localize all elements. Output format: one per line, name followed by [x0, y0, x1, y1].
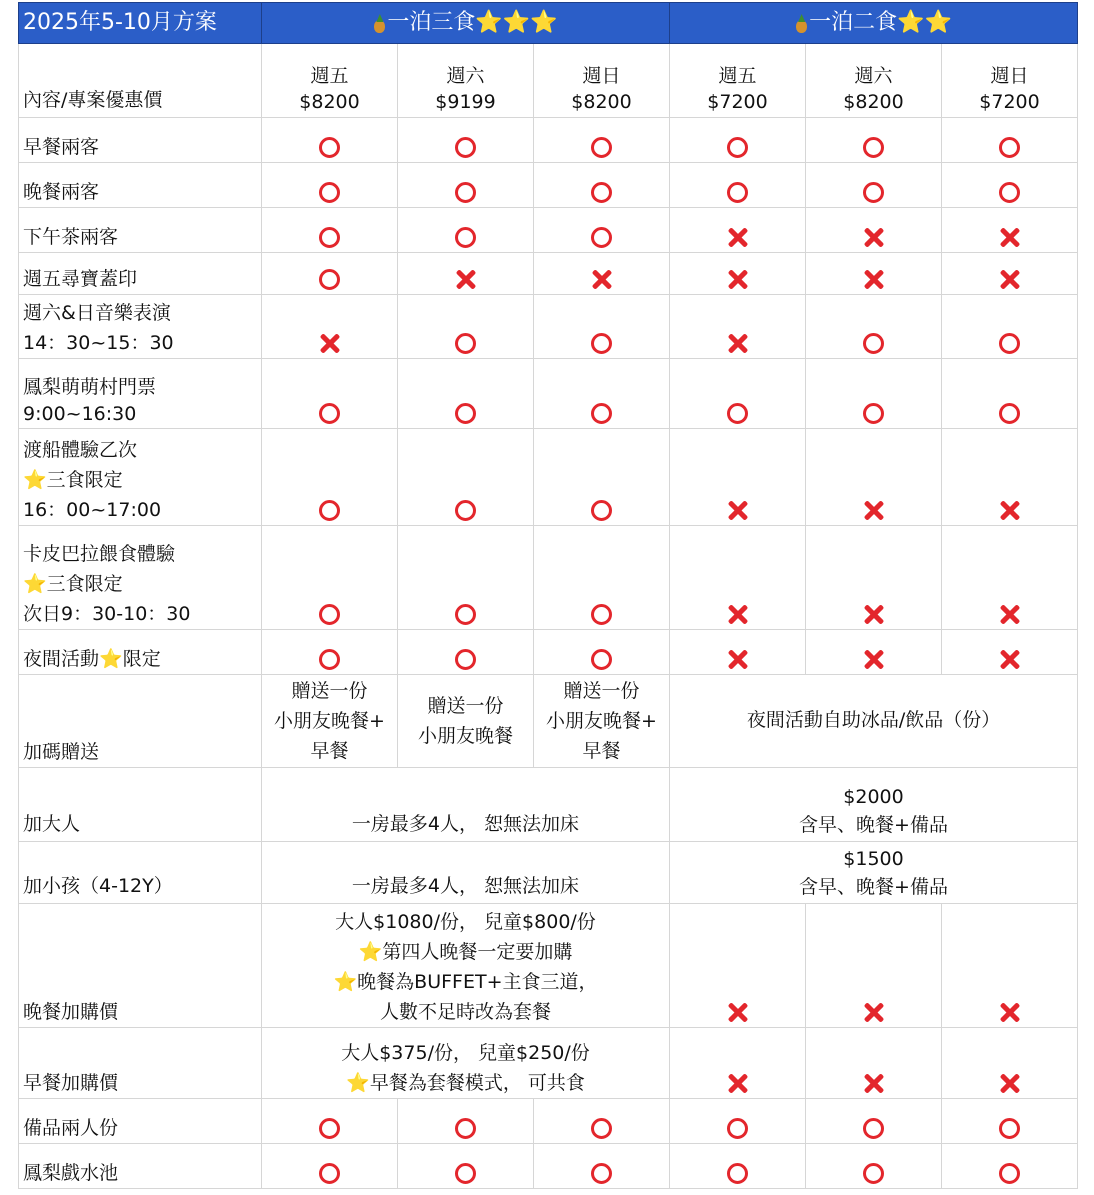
mark-cell: [534, 295, 670, 359]
row-label: 晚餐兩客: [19, 163, 262, 208]
plan-table: [18, 2, 1078, 1189]
mark-cell: [670, 359, 806, 429]
mark-cell: [534, 253, 670, 295]
star-icon: ⭐: [23, 573, 47, 595]
mark-cell: [262, 253, 398, 295]
add-child-desc: 含早、晚餐+備品: [799, 876, 948, 898]
row-label: [19, 295, 262, 359]
feature-row-breakfast: [19, 118, 1078, 163]
plan-two-meals-title: 一泊二食: [809, 10, 898, 35]
feature-row-music: [19, 295, 1078, 359]
row-label: 晚餐加購價: [19, 904, 262, 1028]
breakfast-addon-line: 大人$375/份， 兒童$250/份: [341, 1042, 590, 1064]
price-cell: [806, 44, 942, 118]
star-icon: ⭐: [358, 941, 383, 963]
mark-cell: [398, 359, 534, 429]
sheet-title: 2025年5-10月方案: [19, 3, 262, 44]
bonus-line: 早餐: [582, 740, 621, 762]
mark-cell: [806, 163, 942, 208]
price-cell: [942, 44, 1078, 118]
circle-yes-icon: [999, 137, 1020, 158]
circle-yes-icon: [591, 227, 612, 248]
circle-yes-icon: [999, 333, 1020, 354]
bonus-line: 小朋友晚餐: [417, 725, 513, 747]
mark-cell: [806, 208, 942, 253]
cross-no-icon: [999, 604, 1021, 626]
mark-cell: [262, 1144, 398, 1189]
circle-yes-icon: [319, 1118, 340, 1139]
mark-cell: [670, 253, 806, 295]
price-label: $9199: [435, 91, 496, 113]
circle-yes-icon: [863, 333, 884, 354]
circle-yes-icon: [319, 403, 340, 424]
two-stars: ⭐⭐: [897, 10, 952, 35]
price-cell: [670, 44, 806, 118]
dinner-addon-detail: [262, 904, 670, 1028]
cross-no-icon: [999, 227, 1021, 249]
mark-cell: [670, 118, 806, 163]
cross-no-icon: [863, 604, 885, 626]
mark-cell: [262, 429, 398, 526]
circle-yes-icon: [591, 137, 612, 158]
breakfast-addon-text: 早餐為套餐模式， 可共食: [369, 1072, 585, 1094]
circle-yes-icon: [591, 500, 612, 521]
row-label: [19, 429, 262, 526]
mark-cell: [534, 526, 670, 630]
mark-cell: [942, 1028, 1078, 1099]
mark-cell: [942, 295, 1078, 359]
cross-no-icon: [863, 1002, 885, 1024]
cross-no-icon: [999, 269, 1021, 291]
cross-no-icon: [727, 604, 749, 626]
mark-cell: [942, 118, 1078, 163]
mark-cell: [942, 359, 1078, 429]
bonus-friday: [262, 675, 398, 768]
circle-yes-icon: [999, 1163, 1020, 1184]
row-label: 加碼贈送: [19, 675, 262, 768]
mark-cell: [398, 1144, 534, 1189]
circle-yes-icon: [319, 649, 340, 670]
row-label: [19, 526, 262, 630]
row-label-line: 9:00~16:30: [23, 403, 137, 425]
day-label: 週日: [582, 65, 621, 87]
row-label: 下午茶兩客: [19, 208, 262, 253]
circle-yes-icon: [727, 403, 748, 424]
cross-no-icon: [727, 649, 749, 671]
row-label: 週五尋寶蓋印: [19, 253, 262, 295]
mark-cell: [262, 295, 398, 359]
dinner-addon-line: 大人$1080/份， 兒童$800/份: [335, 911, 596, 933]
circle-yes-icon: [319, 500, 340, 521]
cross-no-icon: [863, 649, 885, 671]
plan-three-meals-title: 一泊三食: [387, 10, 476, 35]
row-label-line: 鳳梨萌萌村門票: [23, 376, 157, 398]
feature-row-amenities: [19, 1099, 1078, 1144]
circle-yes-icon: [591, 182, 612, 203]
circle-yes-icon: [319, 137, 340, 158]
circle-yes-icon: [455, 649, 476, 670]
price-label: $7200: [707, 91, 768, 113]
circle-yes-icon: [455, 500, 476, 521]
row-label: 鳳梨戲水池: [19, 1144, 262, 1189]
feature-row-capybara: [19, 526, 1078, 630]
bonus-line: 早餐: [310, 740, 349, 762]
row-label-line: 卡皮巴拉餵食體驗: [23, 543, 176, 565]
mark-cell: [398, 163, 534, 208]
star-icon: ⭐: [23, 469, 47, 491]
row-label-text: 三食限定: [46, 469, 123, 491]
row-label-line: 16：00~17:00: [23, 499, 162, 521]
mark-cell: [670, 208, 806, 253]
row-label-text: 三食限定: [46, 573, 123, 595]
row-label-line: 渡船體驗乙次: [23, 439, 138, 461]
mark-cell: [670, 429, 806, 526]
row-label: 加小孩（4-12Y）: [19, 842, 262, 904]
plan-two-meals-header: [670, 3, 1078, 44]
circle-yes-icon: [455, 137, 476, 158]
mark-cell: [670, 1144, 806, 1189]
mark-cell: [806, 1144, 942, 1189]
cross-no-icon: [319, 333, 341, 355]
plan-three-meals-header: [262, 3, 670, 44]
mark-cell: [534, 429, 670, 526]
star-icon: ⭐: [333, 971, 358, 993]
row-label: 早餐兩客: [19, 118, 262, 163]
day-label: 週五: [310, 65, 349, 87]
feature-row-village: [19, 359, 1078, 429]
circle-yes-icon: [455, 1118, 476, 1139]
bonus-line: 贈送一份: [427, 695, 504, 717]
mark-cell: [806, 904, 942, 1028]
circle-yes-icon: [319, 227, 340, 248]
cross-no-icon: [999, 1073, 1021, 1095]
three-stars: ⭐⭐⭐: [475, 10, 558, 35]
mark-cell: [262, 118, 398, 163]
feature-row-stamp: [19, 253, 1078, 295]
feature-row-night: [19, 630, 1078, 675]
add-adult-row: [19, 768, 1078, 842]
mark-cell: [942, 429, 1078, 526]
bonus-plan-two: 夜間活動自助冰品/飲品（份）: [670, 675, 1078, 768]
breakfast-addon-row: [19, 1028, 1078, 1099]
circle-yes-icon: [455, 333, 476, 354]
mark-cell: [398, 1099, 534, 1144]
mark-cell: [942, 526, 1078, 630]
cross-no-icon: [455, 269, 477, 291]
circle-yes-icon: [591, 333, 612, 354]
circle-yes-icon: [455, 227, 476, 248]
mark-cell: [398, 429, 534, 526]
star-icon: ⭐: [346, 1072, 370, 1094]
mark-cell: [942, 904, 1078, 1028]
row-label-text: 限定: [122, 648, 161, 670]
mark-cell: [534, 163, 670, 208]
add-child-price: $1500: [843, 848, 904, 870]
add-child-plan-three: 一房最多4人， 恕無法加床: [262, 842, 670, 904]
price-cell: [398, 44, 534, 118]
mark-cell: [670, 1028, 806, 1099]
mark-cell: [534, 359, 670, 429]
circle-yes-icon: [863, 182, 884, 203]
mark-cell: [942, 253, 1078, 295]
price-cell: [534, 44, 670, 118]
circle-yes-icon: [863, 403, 884, 424]
price-label: $7200: [979, 91, 1040, 113]
dinner-addon-row: [19, 904, 1078, 1028]
mark-cell: [670, 526, 806, 630]
add-child-plan-two: [670, 842, 1078, 904]
mark-cell: [942, 1144, 1078, 1189]
mark-cell: [262, 163, 398, 208]
price-cell: [262, 44, 398, 118]
bonus-line: 小朋友晚餐+: [546, 710, 657, 732]
feature-row-dinner: [19, 163, 1078, 208]
mark-cell: [942, 1099, 1078, 1144]
cross-no-icon: [727, 1073, 749, 1095]
add-child-row: [19, 842, 1078, 904]
mark-cell: [806, 1099, 942, 1144]
circle-yes-icon: [319, 269, 340, 290]
price-label: $8200: [299, 91, 360, 113]
mark-cell: [670, 904, 806, 1028]
row-label: [19, 630, 262, 675]
cross-no-icon: [863, 227, 885, 249]
mark-cell: [262, 208, 398, 253]
mark-cell: [398, 295, 534, 359]
feature-row-boat: [19, 429, 1078, 526]
mark-cell: [534, 118, 670, 163]
mark-cell: [534, 1099, 670, 1144]
mark-cell: [670, 1099, 806, 1144]
circle-yes-icon: [727, 1163, 748, 1184]
row-label-line: 次日9：30-10：30: [23, 603, 191, 625]
mark-cell: [670, 295, 806, 359]
circle-yes-icon: [863, 137, 884, 158]
pineapple-icon: [795, 14, 807, 32]
row-label: [19, 359, 262, 429]
cross-no-icon: [727, 333, 749, 355]
bonus-line: 贈送一份: [291, 680, 368, 702]
cross-no-icon: [727, 500, 749, 522]
circle-yes-icon: [319, 604, 340, 625]
mark-cell: [942, 208, 1078, 253]
feature-row-tea: [19, 208, 1078, 253]
breakfast-addon-detail: [262, 1028, 670, 1099]
cross-no-icon: [727, 1002, 749, 1024]
price-label: $8200: [843, 91, 904, 113]
circle-yes-icon: [455, 182, 476, 203]
cross-no-icon: [727, 227, 749, 249]
price-label: $8200: [571, 91, 632, 113]
day-label: 週日: [990, 65, 1029, 87]
cross-no-icon: [863, 269, 885, 291]
cross-no-icon: [999, 1002, 1021, 1024]
circle-yes-icon: [999, 403, 1020, 424]
row-label-text: 夜間活動: [23, 648, 100, 670]
mark-cell: [806, 630, 942, 675]
mark-cell: [806, 526, 942, 630]
mark-cell: [262, 630, 398, 675]
row-label-line: [23, 465, 261, 495]
mark-cell: [398, 118, 534, 163]
mark-cell: [534, 630, 670, 675]
breakfast-addon-line: [262, 1068, 669, 1098]
cross-no-icon: [999, 500, 1021, 522]
mark-cell: [806, 1028, 942, 1099]
cross-no-icon: [591, 269, 613, 291]
mark-cell: [670, 163, 806, 208]
bonus-row: [19, 675, 1078, 768]
circle-yes-icon: [727, 1118, 748, 1139]
circle-yes-icon: [591, 1118, 612, 1139]
row-label: 早餐加購價: [19, 1028, 262, 1099]
mark-cell: [534, 208, 670, 253]
dinner-addon-line: [262, 967, 669, 997]
mark-cell: [670, 630, 806, 675]
circle-yes-icon: [591, 604, 612, 625]
mark-cell: [262, 359, 398, 429]
bonus-line: 贈送一份: [563, 680, 640, 702]
dinner-addon-text: 晚餐為BUFFET+主食三道，: [357, 971, 598, 993]
circle-yes-icon: [999, 182, 1020, 203]
circle-yes-icon: [319, 182, 340, 203]
day-label: 週六: [446, 65, 485, 87]
row-label-line: 14：30~15：30: [23, 332, 174, 354]
circle-yes-icon: [591, 1163, 612, 1184]
circle-yes-icon: [455, 403, 476, 424]
feature-row-pool: [19, 1144, 1078, 1189]
mark-cell: [262, 526, 398, 630]
circle-yes-icon: [591, 649, 612, 670]
circle-yes-icon: [455, 604, 476, 625]
circle-yes-icon: [999, 1118, 1020, 1139]
content-label: 內容/專案優惠價: [19, 44, 262, 118]
circle-yes-icon: [591, 403, 612, 424]
mark-cell: [806, 429, 942, 526]
mark-cell: [534, 1144, 670, 1189]
row-label: 加大人: [19, 768, 262, 842]
price-row: [19, 44, 1078, 118]
mark-cell: [806, 253, 942, 295]
circle-yes-icon: [727, 137, 748, 158]
mark-cell: [398, 253, 534, 295]
mark-cell: [398, 630, 534, 675]
bonus-sunday: [534, 675, 670, 768]
row-label-line: 週六&日音樂表演: [23, 302, 171, 324]
bonus-saturday: [398, 675, 534, 768]
dinner-addon-line: [262, 937, 669, 967]
star-icon: ⭐: [99, 648, 123, 670]
mark-cell: [398, 208, 534, 253]
cross-no-icon: [727, 269, 749, 291]
mark-cell: [806, 295, 942, 359]
cross-no-icon: [863, 1073, 885, 1095]
add-adult-price: $2000: [843, 786, 904, 808]
add-adult-plan-two: [670, 768, 1078, 842]
header-row: [19, 3, 1078, 44]
dinner-addon-text: 第四人晚餐一定要加購: [382, 941, 573, 963]
mark-cell: [806, 118, 942, 163]
mark-cell: [942, 163, 1078, 208]
dinner-addon-line: 人數不足時改為套餐: [379, 1001, 551, 1023]
pineapple-icon: [373, 14, 385, 32]
mark-cell: [942, 630, 1078, 675]
bonus-line: 小朋友晚餐+: [274, 710, 385, 732]
day-label: 週五: [718, 65, 757, 87]
mark-cell: [262, 1099, 398, 1144]
add-adult-plan-three: 一房最多4人， 恕無法加床: [262, 768, 670, 842]
cross-no-icon: [863, 500, 885, 522]
mark-cell: [806, 359, 942, 429]
cross-no-icon: [999, 649, 1021, 671]
row-label-line: [23, 569, 261, 599]
circle-yes-icon: [455, 1163, 476, 1184]
day-label: 週六: [854, 65, 893, 87]
circle-yes-icon: [319, 1163, 340, 1184]
add-adult-desc: 含早、晚餐+備品: [799, 814, 948, 836]
mark-cell: [398, 526, 534, 630]
circle-yes-icon: [727, 182, 748, 203]
row-label: 備品兩人份: [19, 1099, 262, 1144]
circle-yes-icon: [863, 1163, 884, 1184]
circle-yes-icon: [863, 1118, 884, 1139]
